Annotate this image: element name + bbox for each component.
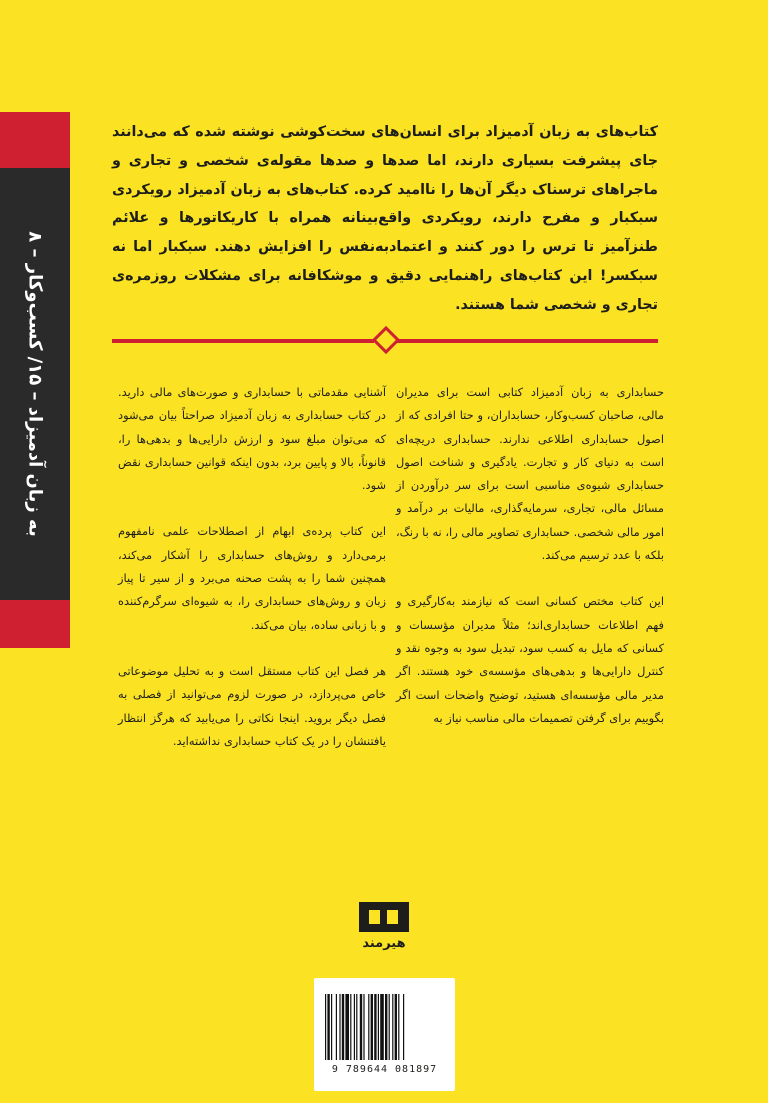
intro-paragraph: کتاب‌های به زبان آدمیزاد برای انسان‌های سخت‌کوشی نوشته شده که می‌دانند جای پیشرفت بسیاری دارند، اما صدها و صدها مقوله‌ی شخصی و تجاری و ماجراهای ترسناک دیگر آن‌ها را ناامید کرده. کتاب‌های به زبان آدمیزاد رویکردی سبکبار و مفرح دارند، رویکردی واقع‌بینانه همراه با کاریکاتورها و علائم طنزآمیز تا ترس را دور کنند و اعتمادبه‌نفس را افزایش دهند. سبکبار اما نه سبکسر! این کتاب‌های راهنمایی دقیق و موشکافانه برای مشکلات روزمره‌ی تجاری و شخصی شما هستند. [112, 124, 658, 313]
isbn-number: 9 789644 081897 [331, 1064, 438, 1075]
spine-series-label: به زبان آدمیزاد – ۱۵/ کسب‌وکار – ۸ [24, 231, 46, 537]
left-column-paragraph: این کتاب پرده‌ی ابهام از اصطلاحات علمی نامفهوم برمی‌دارد و روش‌های حسابداری را آشکار می‌کند، همچنین شما را به پشت صحنه می‌برد و از سیر تا پیاز زبان و روش‌های حسابداری را، به شیوه‌ای سرگرم‌کننده و با زبانی ساده، بیان می‌کند. [118, 524, 386, 632]
left-column-paragraph: هر فصل این کتاب مستقل است و به تحلیل موضوعاتی خاص می‌پردازد، در صورت لزوم می‌توانید از فصلی به فصل دیگر بروید. اینجا نکاتی را می‌یابید که هرگز انتظار یافتنشان را در یک کتاب حسابداری نداشته‌اید. [118, 663, 386, 748]
spine-band [0, 112, 70, 648]
left-column-paragraph: آشنایی مقدماتی با حسابداری و صورت‌های مالی دارید. در کتاب حسابداری به زبان آدمیزاد صراحتاً بیان می‌شود که می‌توان مبلغ سود و ارزش دارایی‌ها و بدهی‌ها را، قانوناً، بالا و پایین برد، بدون اینکه قوانین حسابداری نقض شود. [118, 385, 386, 493]
barcode-icon [324, 994, 445, 1062]
publisher-logo [359, 902, 409, 951]
right-column-paragraph: حسابداری به زبان آدمیزاد کتابی است برای مدیران مالی، صاحبان کسب‌وکار، حسابداران، و حتا افرادی که از اصول حسابداری اطلاعی ندارند. حسابداری دریچه‌ای است به دنیای کار و تجارت. یادگیری و شناخت اصول حسابداری شیوه‌ی مناسبی است برای سر درآوردن از مسائل مالی، تجاری، سرمایه‌گذاری، مالیات بر درآمد و امور مالی شخصی. حسابداری تصاویر مالی را، نه با رنگ، بلکه با عدد ترسیم می‌کند. [396, 385, 664, 563]
divider-line-right [396, 339, 658, 343]
divider-line-left [112, 339, 374, 343]
publisher-logo-icon [359, 902, 409, 932]
publisher-name: هیرمند [362, 936, 406, 951]
barcode-label [314, 978, 455, 1091]
description-column-right [396, 381, 664, 753]
description-column-left [118, 381, 386, 776]
ornamental-divider [112, 330, 658, 352]
right-column-paragraph: این کتاب مختص کسانی است که نیازمند به‌کارگیری و فهم اطلاعات حسابداری‌اند؛ مثلاً مدیران مؤسسات و کسانی که مایل به کسب سود، تبدیل سود به وجوه نقد و کنترل دارایی‌ها و بدهی‌های مؤسسه‌ی خود هستند. اگر مدیر مالی مؤسسه‌ای هستید، توضیح واضحات است اگر بگوییم برای گرفتن تصمیمات مالی مناسب نیاز به [396, 594, 664, 725]
